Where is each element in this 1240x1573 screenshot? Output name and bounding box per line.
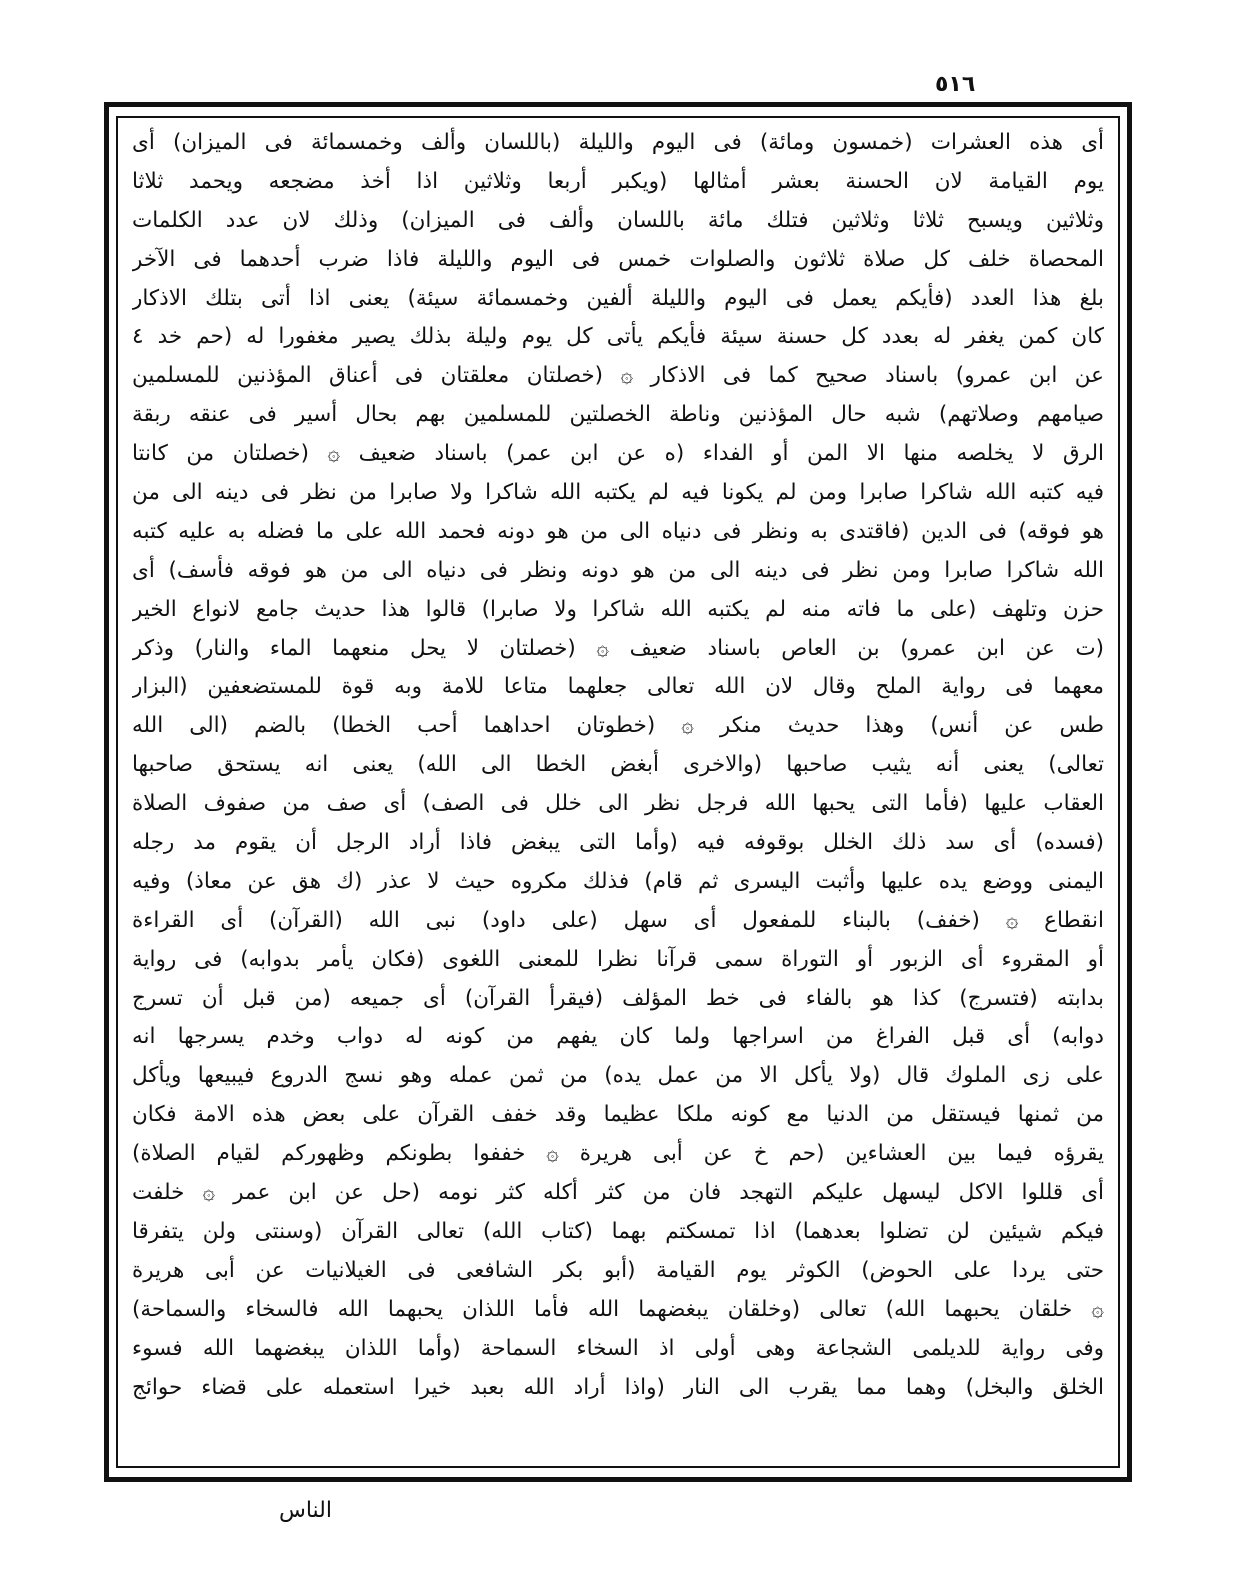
text-line: فيه كتبه الله شاكرا صابرا ومن لم يكونا فيه لم يكتبه الله شاكرا ولا صابرا من نظر فى دينه الى من xyxy=(132,480,1104,506)
text-line: الرق لا يخلصه منها الا المن أو الفداء (ه عن ابن عمر) باسناد ضعيف ۞ (خصلتان من كانتا xyxy=(132,441,1104,467)
text-line: فيكم شيئين لن تضلوا بعدهما) اذا تمسكتم بهما (كتاب الله) تعالى القرآن (وسنتى ولن يتفرقا xyxy=(132,1218,1104,1244)
text-line: بدابته (فتسرج) كذا هو بالفاء فى خط المؤلف (فيقرأ القرآن) أى جميعه (من قبل أن تسرج xyxy=(132,985,1104,1011)
text-line: وثلاثين ويسبح ثلاثا وثلاثين فتلك مائة باللسان وألف فى الميزان) وذلك لان عدد الكلمات xyxy=(132,207,1104,233)
text-line: انقطاع ۞ (خفف) بالبناء للمفعول أى سهل (على داود) نبى الله (القرآن) أى القراءة xyxy=(132,907,1104,933)
text-line: (فسده) أى سد ذلك الخلل بوقوفه فيه (وأما التى يبغض فاذا أراد الرجل أن يقوم مد رجله xyxy=(132,830,1104,856)
text-line: يوم القيامة لان الحسنة بعشر أمثالها (ويكبر أربعا وثلاثين اذا أخذ مضجعه ويحمد ثلاثا xyxy=(132,168,1104,194)
text-line: أى قللوا الاكل ليسهل عليكم التهجد فان من كثر أكله كثر نومه (حل عن ابن عمر ۞ خلفت xyxy=(132,1180,1104,1206)
text-line: صيامهم وصلاتهم) شبه حال المؤذنين وناطة الخصلتين للمسلمين بهم بحال أسير فى عنقه ربقة xyxy=(132,402,1104,428)
text-line: حزن وتلهف (على ما فاته منه لم يكتبه الله شاكرا ولا صابرا) قالوا هذا حديث جامع لانواع الخير xyxy=(132,596,1104,622)
text-line: أى هذه العشرات (خمسون ومائة) فى اليوم والليلة (باللسان وألف وخمسمائة فى الميزان) أى xyxy=(132,130,1104,155)
text-line: كان كمن يغفر له بعدد كل حسنة سيئة فأيكم يأتى كل يوم وليلة بذلك يصير مغفورا له (حم خد ٤ xyxy=(132,324,1104,350)
text-line: يقرؤه فيما بين العشاءين (حم خ عن أبى هريرة ۞ خففوا بطونكم وظهوركم لقيام الصلاة) xyxy=(132,1141,1104,1167)
catchword: الناس xyxy=(278,1498,332,1523)
text-line: من ثمنها فيستقل من الدنيا مع كونه ملكا عظيما وقد خفف القرآن على بعض هذه الامة فكان xyxy=(132,1102,1104,1128)
text-line: على زى الملوك قال (ولا يأكل الا من عمل يده) من ثمن عمله وهو نسج الدروع فيبيعها ويأكل xyxy=(132,1063,1104,1089)
text-line: ۞ خلقان يحبهما الله) تعالى (وخلقان يبغضهما الله فأما اللذان يحبهما الله فالسخاء والسماحة) xyxy=(132,1296,1104,1322)
text-line: معهما فى رواية الملح وقال لان الله تعالى جعلهما متاعا للامة وبه قوة للمستضعفين (البزار xyxy=(132,674,1104,700)
text-line: الخلق والبخل) وهما مما يقرب الى النار (واذا أراد الله بعبد خيرا استعمله على قضاء حوائج xyxy=(132,1374,1104,1400)
text-line: الله شاكرا صابرا ومن نظر فى دينه الى من هو دونه ونظر فى دنياه الى من هو فوقه فأسف) أى xyxy=(132,557,1104,583)
text-line: أو المقروء أى الزبور أو التوراة سمى قرآنا نظرا للمعنى اللغوى (فكان يأمر بدوابه) فى رواية xyxy=(132,946,1104,972)
text-line: تعالى) يعنى أنه يثيب صاحبها (والاخرى أبغض الخطا الى الله) يعنى انه يستحق صاحبها xyxy=(132,752,1104,778)
text-line: حتى يردا على الحوض) الكوثر يوم القيامة (أبو بكر الشافعى فى الغيلانيات عن أبى هريرة xyxy=(132,1257,1104,1283)
text-line: (ت عن ابن عمرو) بن العاص باسناد ضعيف ۞ (خصلتان لا يحل منعهما الماء والنار) وذكر xyxy=(132,635,1104,661)
text-line: بلغ هذا العدد (فأيكم يعمل فى اليوم والليلة ألفين وخمسمائة سيئة) يعنى اذا أتى بتلك الاذكار xyxy=(132,285,1104,311)
body-text xyxy=(132,124,1104,1464)
text-line: هو فوقه) فى الدين (فاقتدى به ونظر فى دنياه الى من هو دونه فحمد الله على ما فضله به عليه كتبه xyxy=(132,518,1104,544)
text-line: المحصاة خلف كل صلاة ثلاثون والصلوات خمس فى اليوم والليلة فاذا ضرب أحدهما فى الآخر xyxy=(132,246,1104,272)
text-line: اليمنى ووضع يده عليها وأثبت اليسرى ثم قام) فذلك مكروه حيث لا عذر (ك هق عن معاذ) وفيه xyxy=(132,868,1104,894)
page-number: ٥١٦ xyxy=(935,72,976,97)
text-line: طس عن أنس) وهذا حديث منكر ۞ (خطوتان احداهما أحب الخطا) بالضم (الى الله xyxy=(132,713,1104,739)
text-line: عن ابن عمرو) باسناد صحيح كما فى الاذكار ۞ (خصلتان معلقتان فى أعناق المؤذنين للمسلمين xyxy=(132,363,1104,389)
text-line: العقاب عليها (فأما التى يحبها الله فرجل نظر الى خلل فى الصف) أى صف من صفوف الصلاة xyxy=(132,791,1104,817)
text-line: وفى رواية للديلمى الشجاعة وهى أولى اذ السخاء السماحة (وأما اللذان يبغضهما الله فسوء xyxy=(132,1335,1104,1361)
text-line: دوابه) أى قبل الفراغ من اسراجها ولما كان يفهم من كونه له دواب وخدم يسرجها انه xyxy=(132,1024,1104,1050)
